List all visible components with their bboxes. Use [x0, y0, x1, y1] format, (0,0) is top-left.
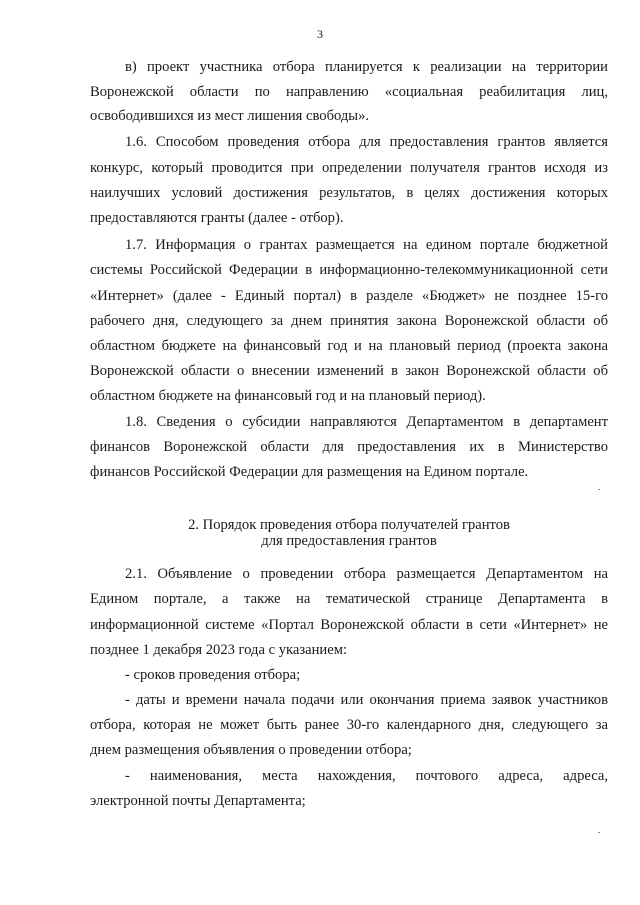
section-heading: для предоставления грантов: [261, 533, 437, 549]
text-line: 2.1. Объявление о проведении отбора размещается Департаментом на: [125, 566, 608, 582]
text-line: областном бюджете на финансовый год и на плановый период).: [90, 388, 486, 404]
text-line: Воронежской области о внесении изменений в закон Воронежской области об: [90, 363, 608, 379]
page-number: 3: [317, 27, 323, 41]
section-heading: 2. Порядок проведения отбора получателей грантов: [188, 517, 510, 533]
text-line: днем размещения объявления о проведении отбора;: [90, 742, 412, 758]
text-line: 1.6. Способом проведения отбора для предоставления грантов является: [125, 134, 608, 150]
text-line: областном бюджете на финансовый год и на плановый период (проекта закона: [90, 338, 608, 354]
text-line: позднее 1 декабря 2023 года с указанием:: [90, 642, 348, 658]
scan-speck: [598, 832, 600, 833]
text-line: электронной почты Департамента;: [90, 793, 306, 809]
text-line: наилучших условий достижения результатов, в целях достижения которых: [90, 185, 608, 201]
text-line: «Интернет» (далее - Единый портал) в разделе «Бюджет» не позднее 15-го: [90, 288, 608, 304]
text-line: финансов Российской Федерации для размещения на Едином портале.: [90, 464, 529, 480]
text-line: отбора, которая не может быть ранее 30-го календарного дня, следующего за: [90, 717, 608, 733]
text-line: информационной системе «Портал Воронежской области в сети «Интернет» не: [90, 617, 608, 633]
text-line: 1.7. Информация о грантах размещается на едином портале бюджетной: [125, 237, 608, 253]
list-item: - даты и времени начала подачи или окончания приема заявок участников: [125, 692, 608, 708]
text-line: рабочего дня, следующего за днем принятия закона Воронежской области об: [90, 313, 608, 329]
text-line: освободившихся из мест лишения свободы».: [90, 108, 370, 124]
text-line: системы Российской Федерации в информационно-телекоммуникационной сети: [90, 262, 608, 278]
text-line: Воронежской области по направлению «социальная реабилитация лиц,: [90, 84, 608, 100]
list-item: - сроков проведения отбора;: [125, 667, 301, 683]
text-line: конкурс, который проводится при определении получателя грантов исходя из: [90, 160, 608, 176]
text-line: Едином портале, а также на тематической странице Департамента в: [90, 591, 608, 607]
text-line: в) проект участника отбора планируется к реализации на территории: [125, 59, 608, 75]
list-item: - наименования, места нахождения, почтового адреса, адреса,: [125, 768, 608, 784]
text-line: финансов Воронежской области для предоставления их в Министерство: [90, 439, 608, 455]
text-line: предоставляются гранты (далее - отбор).: [90, 210, 344, 226]
scan-speck: [598, 489, 600, 490]
text-line: 1.8. Сведения о субсидии направляются Департаментом в департамент: [125, 414, 608, 430]
